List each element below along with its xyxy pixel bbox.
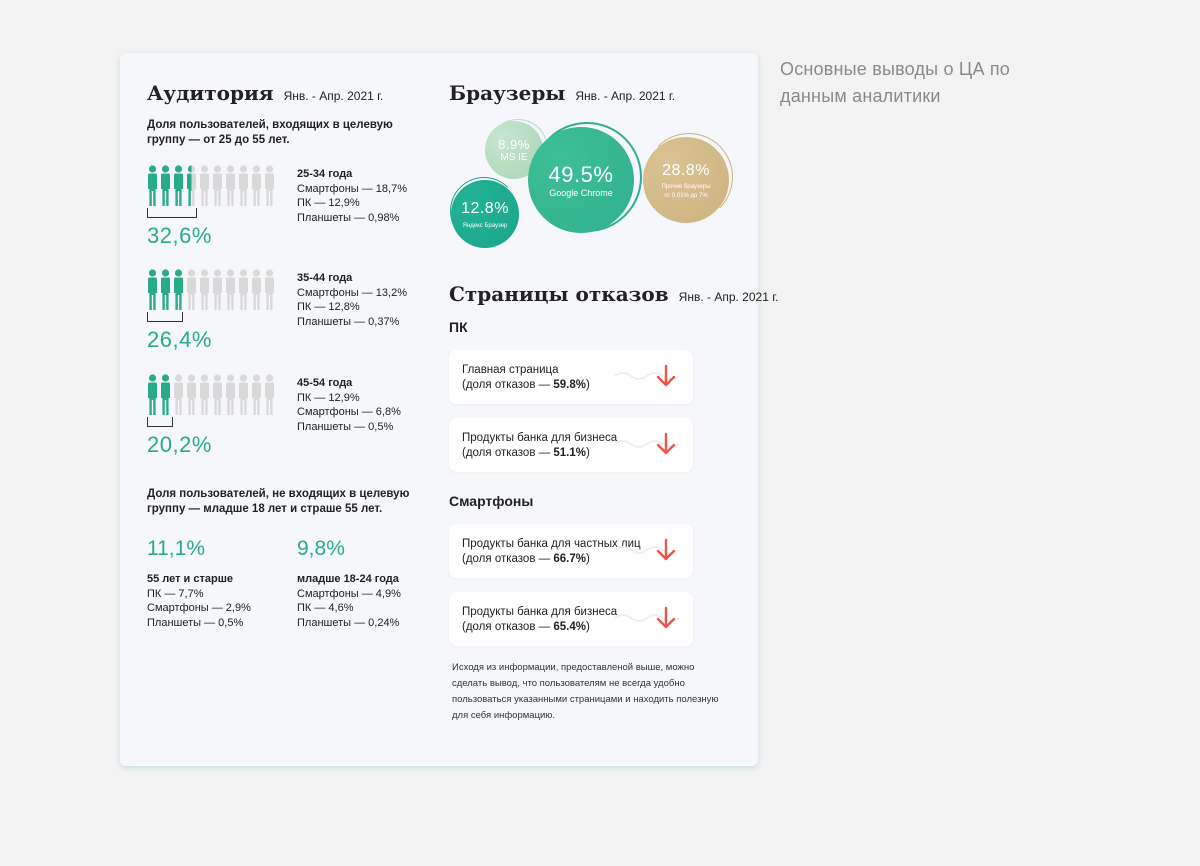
bounce-card-pc-home (449, 350, 693, 404)
browsers-title: Браузеры (449, 81, 566, 105)
stat-line: Планшеты — 0,5% (147, 616, 244, 629)
person-icon (147, 165, 158, 207)
outside-title: младше 18-24 года (297, 573, 399, 585)
stat-line: Планшеты — 0,98% (297, 211, 400, 224)
age-group-45-54 (297, 376, 401, 434)
stat-line: Планшеты — 0,37% (297, 315, 400, 328)
bounce-text (462, 605, 617, 634)
bounce-suffix: ) (585, 446, 590, 459)
stat-line: Смартфоны — 18,7% (297, 182, 407, 195)
person-icon (199, 165, 210, 207)
bounce-text (462, 363, 590, 392)
bounces-header (449, 282, 778, 306)
audience-period: Янв. - Апр. 2021 г. (283, 89, 384, 103)
bounce-rate: 51.1% (553, 446, 586, 459)
person-icon (264, 165, 275, 207)
person-icon (225, 269, 236, 311)
person-icon (251, 374, 262, 416)
bubble-sublabel: от 0.01% до 7% (664, 192, 708, 199)
stat-line: ПК — 12,8% (297, 301, 360, 313)
people-row-25-34 (147, 165, 275, 207)
person-icon (199, 374, 210, 416)
age-label: 45-54 года (297, 377, 353, 389)
age-label: 25-34 года (297, 168, 353, 180)
stat-line: ПК — 12,9% (297, 391, 360, 404)
person-icon (212, 165, 223, 207)
age-label: 35-44 года (297, 272, 353, 284)
person-icon (173, 165, 184, 207)
bubble-other (643, 137, 729, 223)
stat-line: ПК — 12,9% (297, 197, 360, 209)
person-icon (199, 269, 210, 311)
person-icon (225, 374, 236, 416)
stat-line: Смартфоны — 4,9% (297, 587, 401, 600)
bubble-value: 8.9% (498, 137, 530, 152)
outside-percent-55plus: 11,1% (147, 537, 205, 560)
person-icon (173, 269, 184, 311)
audience-header (147, 81, 383, 105)
bounce-prefix: (доля отказов — (462, 378, 554, 391)
audience-title: Аудитория (147, 81, 274, 105)
person-icon (173, 374, 184, 416)
bounce-page: Главная страница (462, 364, 559, 376)
person-icon (264, 269, 275, 311)
outside-intro: Доля пользователей, не входящих в целевую группу — младше 18 лет и страше 55 лет. (147, 488, 410, 515)
person-icon (251, 269, 262, 311)
stat-line: Смартфоны — 6,8% (297, 406, 401, 418)
people-row-35-44 (147, 269, 275, 311)
pc-label: ПК (449, 319, 468, 335)
bounce-prefix: (доля отказов — (462, 620, 554, 633)
bubble-label: Прочие браузеры (661, 183, 711, 190)
bounce-card-mobile-private (449, 524, 693, 578)
age-group-35-44 (297, 271, 407, 329)
bubble-value: 12.8% (461, 199, 509, 217)
conclusion-text: Исходя из информации, предоставленой выше, можно сделать вывод, что пользователям не всегда удобно пользоваться указанными страницами и находить полезную для себя информацию. (452, 662, 719, 721)
bounce-prefix: (доля отказов — (462, 552, 554, 565)
side-note: Основные выводы о ЦА по данным аналитики (780, 59, 1011, 106)
person-icon (225, 165, 236, 207)
person-icon (186, 374, 197, 416)
browsers-period: Янв. - Апр. 2021 г. (575, 89, 676, 103)
bounce-suffix: ) (585, 620, 590, 633)
arrow-down-icon (655, 364, 677, 388)
stat-line: Планшеты — 0,24% (297, 616, 400, 629)
person-icon (251, 165, 262, 207)
bounce-card-pc-business (449, 418, 693, 472)
person-icon (264, 374, 275, 416)
person-icon (212, 374, 223, 416)
bubble-label: Яндекс Браузер (462, 222, 508, 229)
stat-line: Смартфоны — 13,2% (297, 286, 407, 299)
person-icon (186, 269, 197, 311)
outside-title: 55 лет и старше (147, 573, 233, 585)
arrow-down-icon (655, 606, 677, 630)
group-percent: 26,4% (147, 327, 212, 352)
person-icon (238, 165, 249, 207)
bounce-rate: 65.4% (553, 620, 586, 633)
person-icon (160, 374, 171, 416)
bounce-card-mobile-business (449, 592, 693, 646)
bubble-label: Google Chrome (549, 188, 613, 198)
group-percent: 32,6% (147, 223, 212, 248)
bubble-value: 28.8% (662, 161, 710, 179)
mobile-label: Смартфоны (449, 493, 534, 509)
stat-line: ПК — 7,7% (147, 587, 204, 600)
person-icon (147, 374, 158, 416)
bubble-chrome (528, 127, 634, 233)
bounce-rate: 59.8% (553, 378, 586, 391)
bounce-page: Продукты банка для частных лиц (462, 538, 641, 550)
outside-block-55plus (147, 572, 251, 630)
browsers-header (449, 81, 675, 105)
person-icon (212, 269, 223, 311)
bounce-rate: 66.7% (553, 552, 586, 565)
bounce-page: Продукты банка для бизнеса (462, 606, 618, 618)
bounce-prefix: (доля отказов — (462, 446, 554, 459)
person-icon (160, 269, 171, 311)
person-icon (160, 165, 171, 207)
arrow-down-icon (655, 432, 677, 456)
group-percent: 20,2% (147, 432, 212, 457)
stat-line: Планшеты — 0,5% (297, 420, 394, 433)
audience-intro: Доля пользователей, входящих в целевую группу — от 25 до 55 лет. (147, 119, 393, 146)
bubble-yandex (451, 180, 519, 248)
bracket (147, 312, 183, 322)
bounces-title: Страницы отказов (449, 282, 669, 306)
bracket (147, 417, 173, 427)
people-row-45-54 (147, 374, 275, 416)
person-icon (238, 269, 249, 311)
person-icon (186, 165, 197, 207)
bracket (147, 208, 197, 218)
outside-percent-young: 9,8% (297, 537, 345, 560)
bounce-suffix: ) (585, 552, 590, 565)
bounces-period: Янв. - Апр. 2021 г. (678, 290, 779, 304)
bubble-value: 49.5% (548, 162, 614, 187)
person-icon (147, 269, 158, 311)
bounce-text (462, 431, 617, 460)
stat-line: ПК — 4,6% (297, 602, 354, 614)
bounce-page: Продукты банка для бизнеса (462, 432, 618, 444)
outside-block-young (297, 572, 401, 630)
stat-line: Смартфоны — 2,9% (147, 602, 251, 614)
age-group-25-34 (297, 167, 407, 225)
person-icon (238, 374, 249, 416)
arrow-down-icon (655, 538, 677, 562)
bubble-label: MS IE (500, 152, 528, 163)
bounce-suffix: ) (585, 378, 590, 391)
